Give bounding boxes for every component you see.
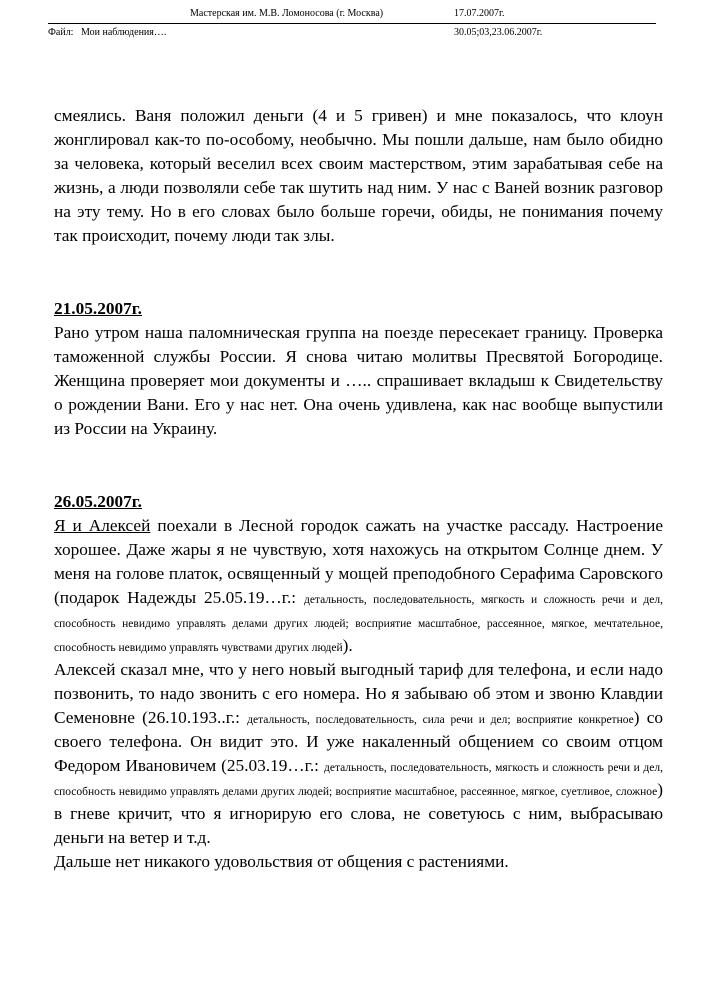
- header-divider: [48, 23, 656, 24]
- text-run: ) со своего телефона. Он видит это. И уже накаленный общением со своим отцом Федором Ивановичем (25.03.19…г.:: [54, 708, 664, 775]
- small-annotation: детальность, последовательность, мягкость и сложность речи и дел, способность невидимо управлять делами других людей; восприятие масштабное, рассеянное, мягкое, мечтательное, способность невидимо управлять чувствами других людей: [54, 594, 664, 654]
- entry-paragraph: [54, 514, 663, 658]
- small-annotation: детальность, последовательность, сила речи и дел; восприятие конкретное: [247, 714, 634, 726]
- paragraph-continuation: смеялись. Ваня положил деньги (4 и 5 гривен) и мне показалось, что клоун жонглировал как-то по-особому, необычно. Мы пошли дальше, нам было обидно за человека, который веселил всех своим мастерством, этим зарабатывая себе на жизнь, а люди позволяли себе так шутить над ним. У нас с Ваней возник разговор на эту тему. Но в его словах было больше горечи, обиды, не понимания почему так происходит, почему люди так злы.: [54, 106, 663, 245]
- header-date: 17.07.2007г.: [454, 8, 505, 19]
- header-file-name: Мои наблюдения….: [80, 27, 167, 38]
- header-organization: Мастерская им. М.В. Ломоносова (г. Москва): [190, 8, 384, 19]
- small-annotation: детальность, последовательность, мягкость и сложность речи и дел, способность невидимо управлять делами других людей; восприятие масштабное, рассеянное, мягкое, суетливое, сложное: [54, 762, 663, 798]
- document-body: [54, 104, 663, 874]
- header-file-dates: 30.05;03,23.06.2007г.: [454, 27, 543, 38]
- text-run: Алексей сказал мне, что у него новый выгодный тариф для телефона, и если надо позвонить, то надо звонить с его номера. Но я забываю об этом и звоню Клавдии Семеновне (26.10.193..г.:: [54, 660, 663, 727]
- entry-text: Рано утром наша паломническая группа на поезде пересекает границу. Проверка таможенной службы России. Я снова читаю молитвы Пресвятой Богородице. Женщина проверяет мои документы и ….. спрашивает вкладыш к Свидетельству о рождении Вани. Его у нас нет. Она очень удивлена, как нас вообще выпустили из России на Украину.: [54, 323, 663, 438]
- text-run: ) в гневе кричит, что я игнорирую его слова, не советуюсь с ним, выбрасываю деньги на ветер и т.д.: [54, 780, 663, 847]
- entry-paragraph: Дальше нет никакого удовольствия от общения с растениями.: [54, 852, 509, 871]
- underlined-names: Я и Алексей: [54, 516, 151, 535]
- header-file: [48, 27, 166, 39]
- entry-paragraph: [54, 658, 663, 850]
- text-run: поехали в Лесной городок сажать на участке рассаду. Настроение хорошее. Даже жары я не чувствую, хотя нахожусь на открытом Солнце днем. У меня на голове платок, освященный у мощей преподобного Серафима Саровского (подарок Надежды 25.05.19…г.:: [54, 516, 663, 607]
- spacer: [54, 441, 663, 490]
- spacer: [54, 248, 663, 297]
- entry-date-heading: 26.05.2007г.: [54, 492, 142, 511]
- text-run: ).: [342, 636, 353, 655]
- header-file-label: Файл:: [48, 27, 74, 38]
- entry-date-heading: 21.05.2007г.: [54, 299, 142, 318]
